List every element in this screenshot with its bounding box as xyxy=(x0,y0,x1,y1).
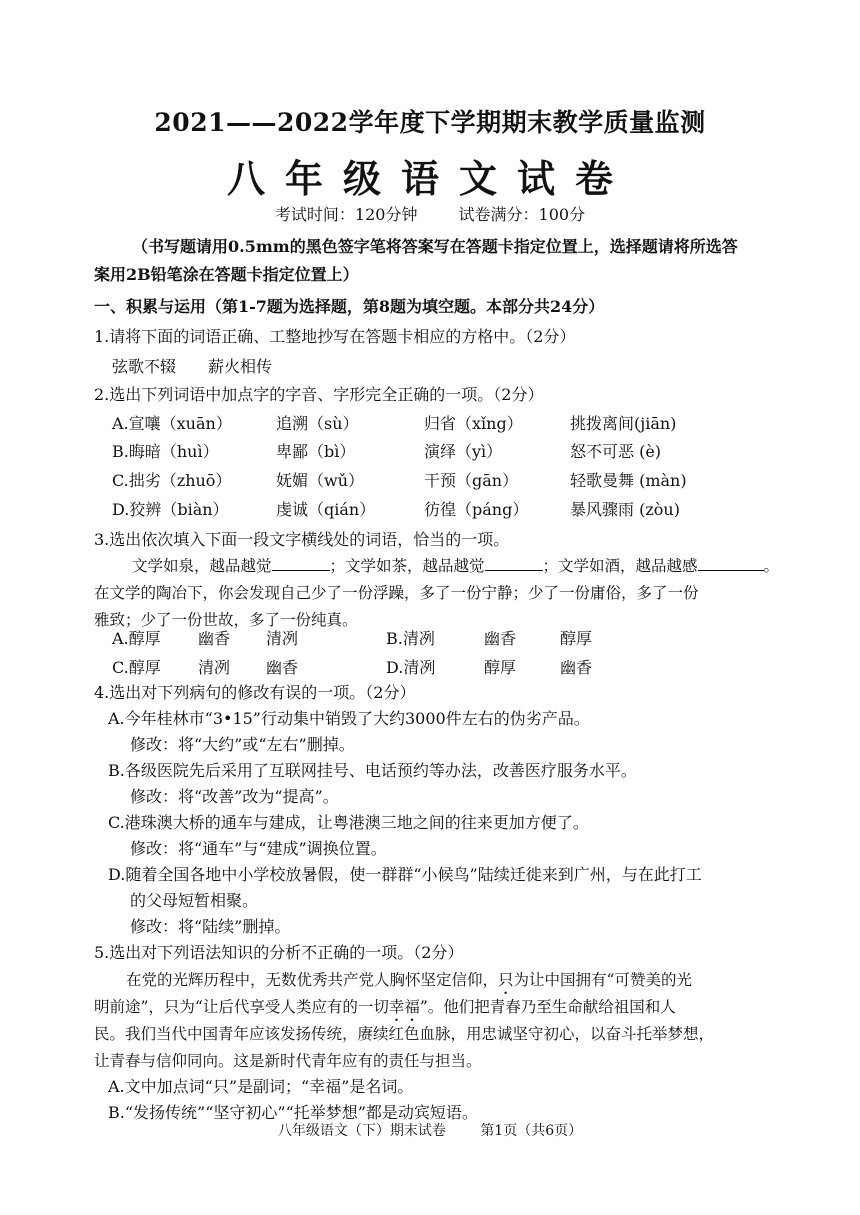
footer-page-number: 第1页（共6页） xyxy=(480,1123,583,1139)
q4-b-fix: 修改：将“改善”改为“提高”。 xyxy=(130,787,339,806)
q3-a-1: A.醇厚 xyxy=(112,629,161,648)
q5-dotted-xingfu: 幸福 xyxy=(388,998,420,1016)
q5-passage-line-3: 民。我们当代中国青年应该发扬传统，赓续红色血脉，用忠诚坚守初心，以奋斗托举梦想， xyxy=(94,1025,715,1043)
q4-stem: 4.选出对下列病句的修改有误的一项。（2分） xyxy=(94,683,416,702)
q3-d-3: 幽香 xyxy=(560,658,593,677)
q5-l1a: 在党的光辉历程中，无数优秀共产党人胸怀坚定信仰， xyxy=(126,971,499,989)
q5-stem: 5.选出对下列语法知识的分析不正确的一项。（2分） xyxy=(94,943,464,962)
blank-1 xyxy=(272,556,330,571)
q3-d-1: D.清冽 xyxy=(386,658,436,677)
q2-a-3: 归省（xǐng） xyxy=(424,414,523,433)
q4-c: C.港珠澳大桥的通车与建成，让粤港澳三地之间的往来更加方便了。 xyxy=(108,813,589,832)
q3-c-2: 清冽 xyxy=(198,658,231,677)
q3-passage-line-2: 在文学的陶冶下，你会发现自己少了一份浮躁，多了一份宁静；少了一份庸俗，多了一份 xyxy=(94,584,699,602)
q3-passage-line-1 xyxy=(132,553,779,579)
q2-d-1: D.狡辨（biàn） xyxy=(112,500,229,519)
q3-b-3: 醇厚 xyxy=(560,629,593,648)
instructions-line-2: 案用2B铅笔涂在答题卡指定位置上） xyxy=(94,265,359,284)
q2-stem: 2.选出下列词语中加点字的字音、字形完全正确的一项。（2分） xyxy=(94,385,544,404)
q3-d-2: 醇厚 xyxy=(484,658,517,677)
q2-b-1: B.晦暗（huì） xyxy=(112,442,219,461)
footer-exam-name: 八年级语文（下）期末试卷 xyxy=(277,1123,446,1139)
q4-c-fix: 修改：将“通车”与“建成”调换位置。 xyxy=(130,839,387,858)
q3-a-3: 清冽 xyxy=(266,629,299,648)
blank-2 xyxy=(485,556,543,571)
q3-b-1: B.清冽 xyxy=(386,629,435,648)
exam-title: 2021——2022学年度下学期期末教学质量监测 xyxy=(154,108,706,137)
q2-a-2: 追溯（sù） xyxy=(276,414,359,433)
q2-d-4: 暴风骤雨 (zòu) xyxy=(570,500,680,519)
q5-dotted-zhi: 只 xyxy=(498,971,514,989)
page-footer xyxy=(0,1120,860,1140)
q2-b-2: 卑鄙（bì） xyxy=(276,442,356,461)
blank-3 xyxy=(698,556,764,571)
exam-time: 考试时间：120分钟 xyxy=(274,205,418,224)
q4-d-fix: 修改：将“陆续”删掉。 xyxy=(130,917,291,936)
q3-c-3: 幽香 xyxy=(266,658,299,677)
q3-passage-p4: 。 xyxy=(763,557,780,575)
section-1-title: 一、积累与运用（第1-7题为选择题，第8题为填空题。本部分共24分） xyxy=(94,297,605,316)
q2-d-3: 彷徨（páng） xyxy=(424,500,529,519)
q3-b-2: 幽香 xyxy=(484,629,517,648)
q5-l2a: 明前途”，只为“让后代享受人类应有的一切 xyxy=(94,998,389,1016)
q4-d-line-1: D.随着全国各地中小学校放暑假，使一群群“小候鸟”陆续迁徙来到广州，与在此打工 xyxy=(108,865,702,884)
q5-b: B.“发扬传统”“坚守初心”“托举梦想”都是动宾短语。 xyxy=(108,1103,478,1122)
q3-c-1: C.醇厚 xyxy=(112,658,161,677)
q1-stem: 1.请将下面的词语正确、工整地抄写在答题卡相应的方格中。（2分） xyxy=(94,327,576,346)
q2-c-3: 干预（gān） xyxy=(424,471,519,490)
q5-passage-line-4: 让青春与信仰同向。这是新时代青年应有的责任与担当。 xyxy=(94,1052,482,1070)
q2-c-1: C.拙劣（zhuō） xyxy=(112,471,232,490)
q4-a: A.今年桂林市“3•15”行动集中销毁了大约3000件左右的伪劣产品。 xyxy=(108,709,590,728)
q5-l2c: ”。他们把青春乃至生命献给祖国和人 xyxy=(419,998,676,1016)
q2-c-4: 轻歌曼舞 (màn) xyxy=(570,471,687,490)
q4-d-line-2: 的父母短暂相聚。 xyxy=(130,891,259,910)
q2-a-1: A.宣嚷（xuān） xyxy=(112,414,232,433)
q4-a-fix: 修改：将“大约”或“左右”删掉。 xyxy=(130,735,355,754)
q3-passage-p3: ；文学如酒，越品越感 xyxy=(542,557,698,575)
q2-b-3: 演绎（yì） xyxy=(424,442,503,461)
q3-passage-p2: ；文学如茶，越品越觉 xyxy=(329,557,485,575)
q2-b-4: 怒不可恶 (è) xyxy=(570,442,662,461)
q1-words: 弦歌不辍 薪火相传 xyxy=(112,357,273,376)
exam-meta xyxy=(0,202,860,225)
q3-a-2: 幽香 xyxy=(198,629,231,648)
instructions-line-1: （书写题请用0.5mm的黑色签字笔将答案写在答题卡指定位置上，选择题请将所选答 xyxy=(132,237,738,256)
q2-c-2: 妩媚（wǔ） xyxy=(276,471,365,490)
q4-b: B.各级医院先后采用了互联网挂号、电话预约等办法，改善医疗服务水平。 xyxy=(108,761,637,780)
q3-stem: 3.选出依次填入下面一段文字横线处的词语，恰当的一项。 xyxy=(94,530,510,549)
exam-subtitle: 八年级语文试卷 xyxy=(226,156,633,201)
full-score: 试卷满分：100分 xyxy=(458,205,586,224)
q2-d-2: 虔诚（qián） xyxy=(276,500,376,519)
q2-a-4: 挑拨离间(jiān) xyxy=(570,414,677,433)
q5-a: A.文中加点词“只”是副词；“幸福”是名词。 xyxy=(108,1077,414,1096)
q3-passage-p1: 文学如泉，越品越觉 xyxy=(132,557,272,575)
q5-l1c: 为让中国拥有“可赞美的光 xyxy=(513,971,692,989)
q3-passage-line-3: 雅致；少了一份世故，多了一份纯真。 xyxy=(94,611,358,629)
